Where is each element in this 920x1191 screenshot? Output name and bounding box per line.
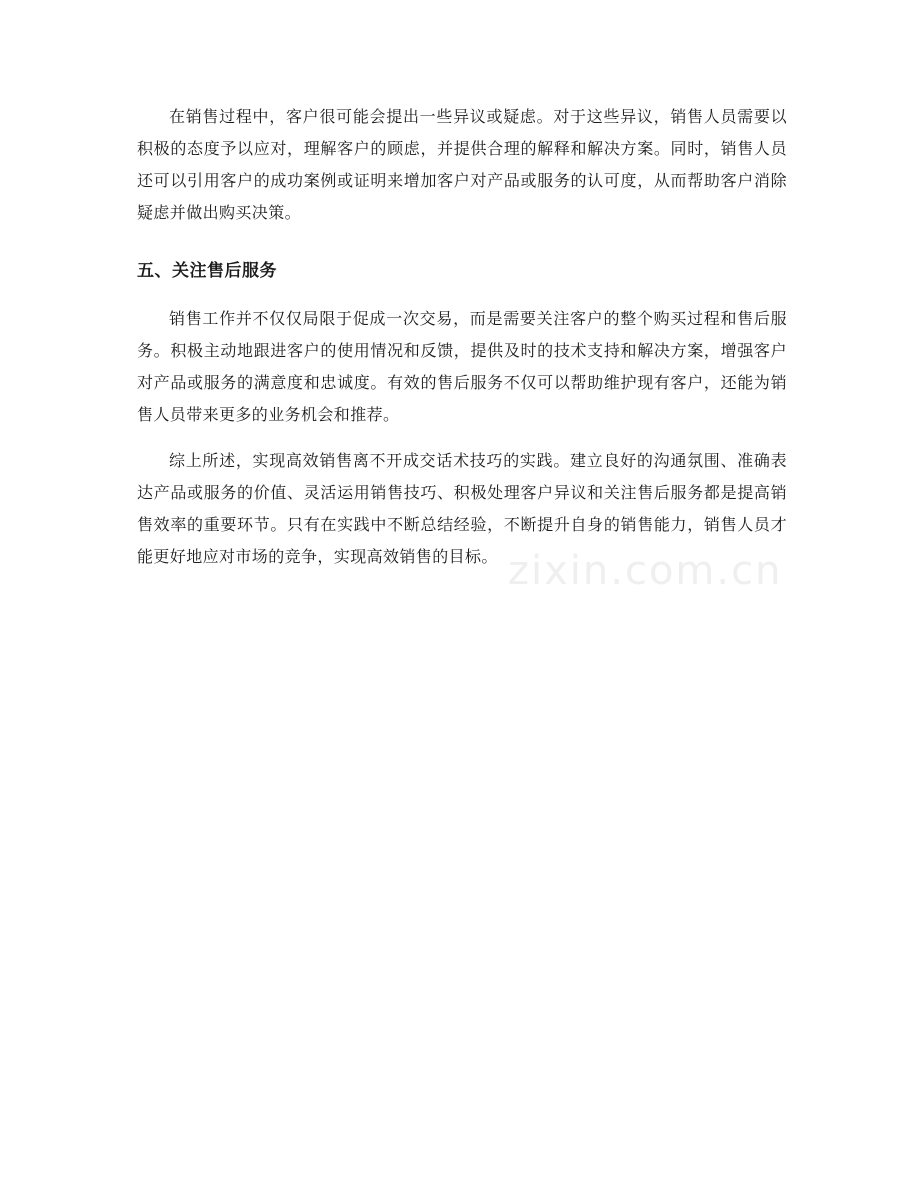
section-heading-after-sales: 五、关注售后服务 [137,261,277,281]
paragraph-after-sales: 销售工作并不仅仅局限于促成一次交易，而是需要关注客户的整个购买过程和售后服务。积极主动地跟进客户的使用情况和反馈，提供及时的技术支持和解决方案，增强客户对产品或服务的满意度和忠诚度。有效的售后服务不仅可以帮助维护现有客户，还能为销售人员带来更多的业务机会和推荐。 [137,309,787,424]
document-body [137,101,787,573]
paragraph-conclusion: 综上所述，实现高效销售离不开成交话术技巧的实践。建立良好的沟通氛围、准确表达产品或服务的价值、灵活运用销售技巧、积极处理客户异议和关注售后服务都是提高销售效率的重要环节。只有在实践中不断总结经验，不断提升自身的销售能力，销售人员才能更好地应对市场的竞争，实现高效销售的目标。 [137,451,787,566]
watermark: zixin.com.cn [508,548,783,594]
paragraph-objection-handling: 在销售过程中，客户很可能会提出一些异议或疑虑。对于这些异议，销售人员需要以积极的态度予以应对，理解客户的顾虑，并提供合理的解释和解决方案。同时，销售人员还可以引用客户的成功案例或证明来增加客户对产品或服务的认可度，从而帮助客户消除疑虑并做出购买决策。 [137,107,787,222]
